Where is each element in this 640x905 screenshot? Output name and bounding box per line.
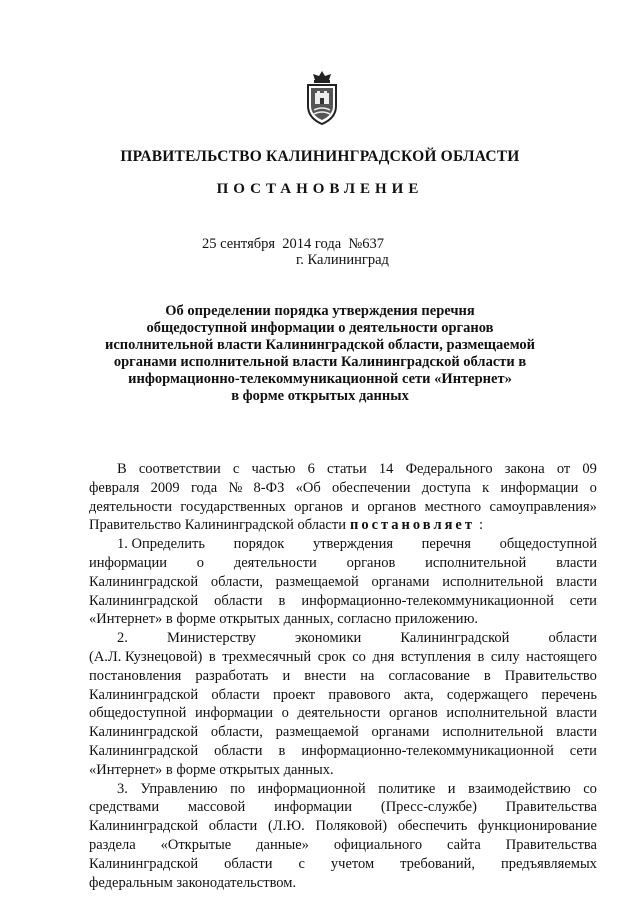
word: соответствии — [138, 461, 221, 477]
word: 6 — [307, 461, 315, 477]
paragraph-3 — [89, 780, 597, 893]
word: закона — [504, 461, 545, 477]
text-line — [89, 592, 597, 611]
word: на — [360, 667, 375, 684]
text-line — [89, 780, 597, 799]
word: информации — [194, 705, 273, 722]
word: и — [282, 667, 291, 684]
word: содержащего — [446, 686, 529, 703]
word: общедоступной — [89, 705, 187, 722]
word: 8-ФЗ — [253, 479, 285, 496]
word: предъявляемых — [500, 855, 597, 872]
text-line — [89, 629, 597, 648]
title-line: органами исполнительной власти Калининградской области в — [113, 354, 527, 370]
word: органов — [294, 498, 343, 515]
text-line — [89, 573, 597, 592]
word: исполнительной — [442, 573, 544, 590]
word: требований, — [400, 855, 475, 872]
text-line: «Интернет» в форме открытых данных. — [89, 761, 334, 778]
word: экономики — [295, 630, 362, 647]
word: области — [224, 855, 273, 872]
word: в — [208, 648, 216, 665]
word: Правительство — [504, 667, 597, 684]
word: постановления — [89, 667, 182, 684]
word: 2009 — [150, 479, 180, 496]
word: 3. — [117, 780, 128, 797]
word: согласование — [388, 667, 470, 684]
word: в — [483, 667, 491, 684]
word: информационно-телекоммуникационной — [301, 742, 554, 759]
word: по — [230, 780, 246, 797]
word: власти — [556, 554, 597, 571]
word: государственных — [180, 498, 286, 515]
title-line: в форме открытых данных — [231, 388, 409, 404]
word: области — [214, 742, 263, 759]
title-line: информационно-телекоммуникационной сети «Интернет» — [128, 371, 512, 387]
paragraph-2 — [89, 629, 597, 779]
word: внести — [304, 667, 347, 684]
word: Калининградской — [89, 592, 199, 609]
word: к — [482, 479, 490, 496]
text-line — [89, 554, 597, 573]
word: информации — [500, 479, 579, 496]
word: информации — [89, 554, 167, 571]
decree-city: г. Калининград — [296, 252, 389, 268]
word: 2. — [117, 630, 128, 647]
word: органов — [346, 554, 396, 571]
word: Калининградской — [89, 818, 199, 835]
word: проект — [273, 686, 316, 703]
word: со — [352, 648, 366, 665]
text-line — [89, 667, 597, 686]
word: с — [298, 855, 305, 872]
word: 14 — [378, 461, 394, 477]
word: данные» — [256, 836, 309, 853]
word: обеспечить — [397, 818, 468, 835]
word: области — [214, 592, 263, 609]
word: «Открытые — [160, 836, 232, 853]
word: местного — [424, 498, 482, 515]
decree-title — [100, 303, 540, 405]
word: обеспечении — [332, 479, 411, 496]
word: года — [190, 479, 218, 496]
text-line — [89, 498, 597, 517]
word: взаимодействию — [468, 780, 571, 797]
word: В — [117, 461, 127, 477]
word: области — [548, 630, 597, 647]
word: официального — [333, 836, 423, 853]
word: общедоступной — [499, 536, 597, 553]
word: функционирование — [478, 818, 597, 835]
text-line — [89, 704, 597, 723]
text-line — [89, 686, 597, 705]
text-line — [89, 817, 597, 836]
word: деятельности — [89, 498, 173, 515]
word: деятельности — [233, 554, 317, 571]
word: области, — [210, 573, 263, 590]
word: вступления — [400, 648, 471, 665]
text-line — [89, 648, 597, 667]
word: и — [351, 498, 360, 515]
title-line: Об определении порядка утверждения перечня — [165, 303, 475, 319]
word: (Л.Ю. — [267, 818, 305, 835]
word: области, — [210, 724, 263, 741]
government-name: ПРАВИТЕЛЬСТВО КАЛИНИНГРАДСКОЙ ОБЛАСТИ — [120, 148, 520, 165]
word: самоуправления» — [489, 498, 597, 515]
word: исполнительной — [446, 705, 548, 722]
word: области — [208, 818, 258, 835]
text-line — [89, 479, 597, 498]
word: статьи — [327, 461, 367, 477]
word: (Пресс-службе) — [380, 799, 477, 816]
word: сети — [569, 742, 597, 759]
word: настоящего — [526, 648, 597, 665]
decree-date-number: 25 сентября 2014 года №637 — [202, 236, 384, 252]
word: № — [228, 479, 243, 496]
word: разработать — [195, 667, 269, 684]
word: Правительства — [505, 836, 597, 853]
text-line — [89, 798, 597, 817]
word: в — [278, 592, 286, 609]
word: срок — [317, 648, 346, 665]
word: февраля — [89, 479, 140, 496]
word: дня — [372, 648, 395, 665]
word: размещаемой — [275, 573, 359, 590]
word: перечень — [541, 686, 597, 703]
word: Калининградской — [400, 630, 510, 647]
text-line: «Интернет» в форме открытых данных, согласно приложению. — [89, 611, 479, 628]
word: информационной — [257, 780, 366, 797]
word: учетом — [330, 855, 375, 872]
title-line: исполнительной власти Калининградской области, размещаемой — [104, 337, 536, 353]
document-type: ПОСТАНОВЛЕНИЕ — [216, 181, 424, 197]
word: исполнительной — [442, 724, 544, 741]
word: сети — [569, 592, 597, 609]
word: о — [281, 705, 289, 722]
word: утверждения — [312, 536, 393, 553]
word: 1. Определить — [117, 536, 205, 553]
text-line — [89, 535, 597, 554]
text-line — [89, 836, 597, 855]
word: Калининградской — [89, 724, 199, 741]
word: с — [232, 461, 240, 477]
paragraph-1 — [89, 535, 597, 629]
word: политике — [378, 780, 436, 797]
word: акта, — [403, 686, 434, 703]
coat-of-arms-emblem — [302, 68, 342, 128]
title-line: общедоступной информации о деятельности органов — [146, 320, 494, 336]
government-ref: Правительство Калининградской области — [89, 517, 346, 534]
word: 09 — [582, 461, 597, 477]
word: раздела — [89, 836, 136, 853]
text-line — [89, 855, 597, 874]
word: со — [583, 780, 597, 797]
word: правового — [328, 686, 391, 703]
word: Поляковой) — [315, 818, 388, 835]
word: доступа — [421, 479, 471, 496]
word: власти — [556, 724, 597, 741]
word: от — [556, 461, 571, 477]
word: перечня — [421, 536, 471, 553]
text-line — [89, 460, 597, 479]
word: Правительства — [505, 799, 597, 816]
word: массовой — [187, 799, 246, 816]
word: власти — [556, 573, 597, 590]
word: области — [211, 686, 260, 703]
word: силу — [490, 648, 520, 665]
word: частью — [251, 461, 296, 477]
word: средствами — [89, 799, 160, 816]
word: размещаемой — [275, 724, 359, 741]
word: «Об — [295, 479, 321, 496]
word: трехмесячный — [222, 648, 312, 665]
text-line: федеральным законодательством. — [89, 874, 297, 891]
word: Управлению — [140, 780, 218, 797]
word: в — [278, 742, 286, 759]
word: о — [196, 554, 205, 571]
preamble — [89, 460, 597, 535]
word: сайта — [447, 836, 481, 853]
word: исполнительной — [425, 554, 527, 571]
colon: : — [478, 517, 484, 534]
word: органами — [371, 724, 430, 741]
word: власти — [556, 705, 597, 722]
decree-body — [89, 460, 597, 892]
word: Министерству — [166, 630, 256, 647]
text-line — [89, 516, 597, 535]
word: Калининградской — [89, 573, 199, 590]
word: органов — [367, 498, 417, 515]
word: о — [589, 479, 597, 496]
word: Калининградской — [89, 742, 199, 759]
word: органами — [371, 573, 430, 590]
word: информационно-телекоммуникационной — [301, 592, 554, 609]
word: (А.Л. Кузнецовой) — [89, 648, 203, 665]
word: органов — [389, 705, 438, 722]
word: в — [477, 648, 485, 665]
text-line — [89, 742, 597, 761]
word: деятельности — [297, 705, 381, 722]
word: информации — [274, 799, 353, 816]
text-line — [89, 723, 597, 742]
word: Калининградской — [89, 855, 199, 872]
word: Калининградской — [89, 686, 199, 703]
decree-word: постановляет — [349, 517, 475, 534]
word: и — [447, 780, 456, 797]
word: порядок — [233, 536, 285, 553]
word: Федерального — [405, 461, 493, 477]
